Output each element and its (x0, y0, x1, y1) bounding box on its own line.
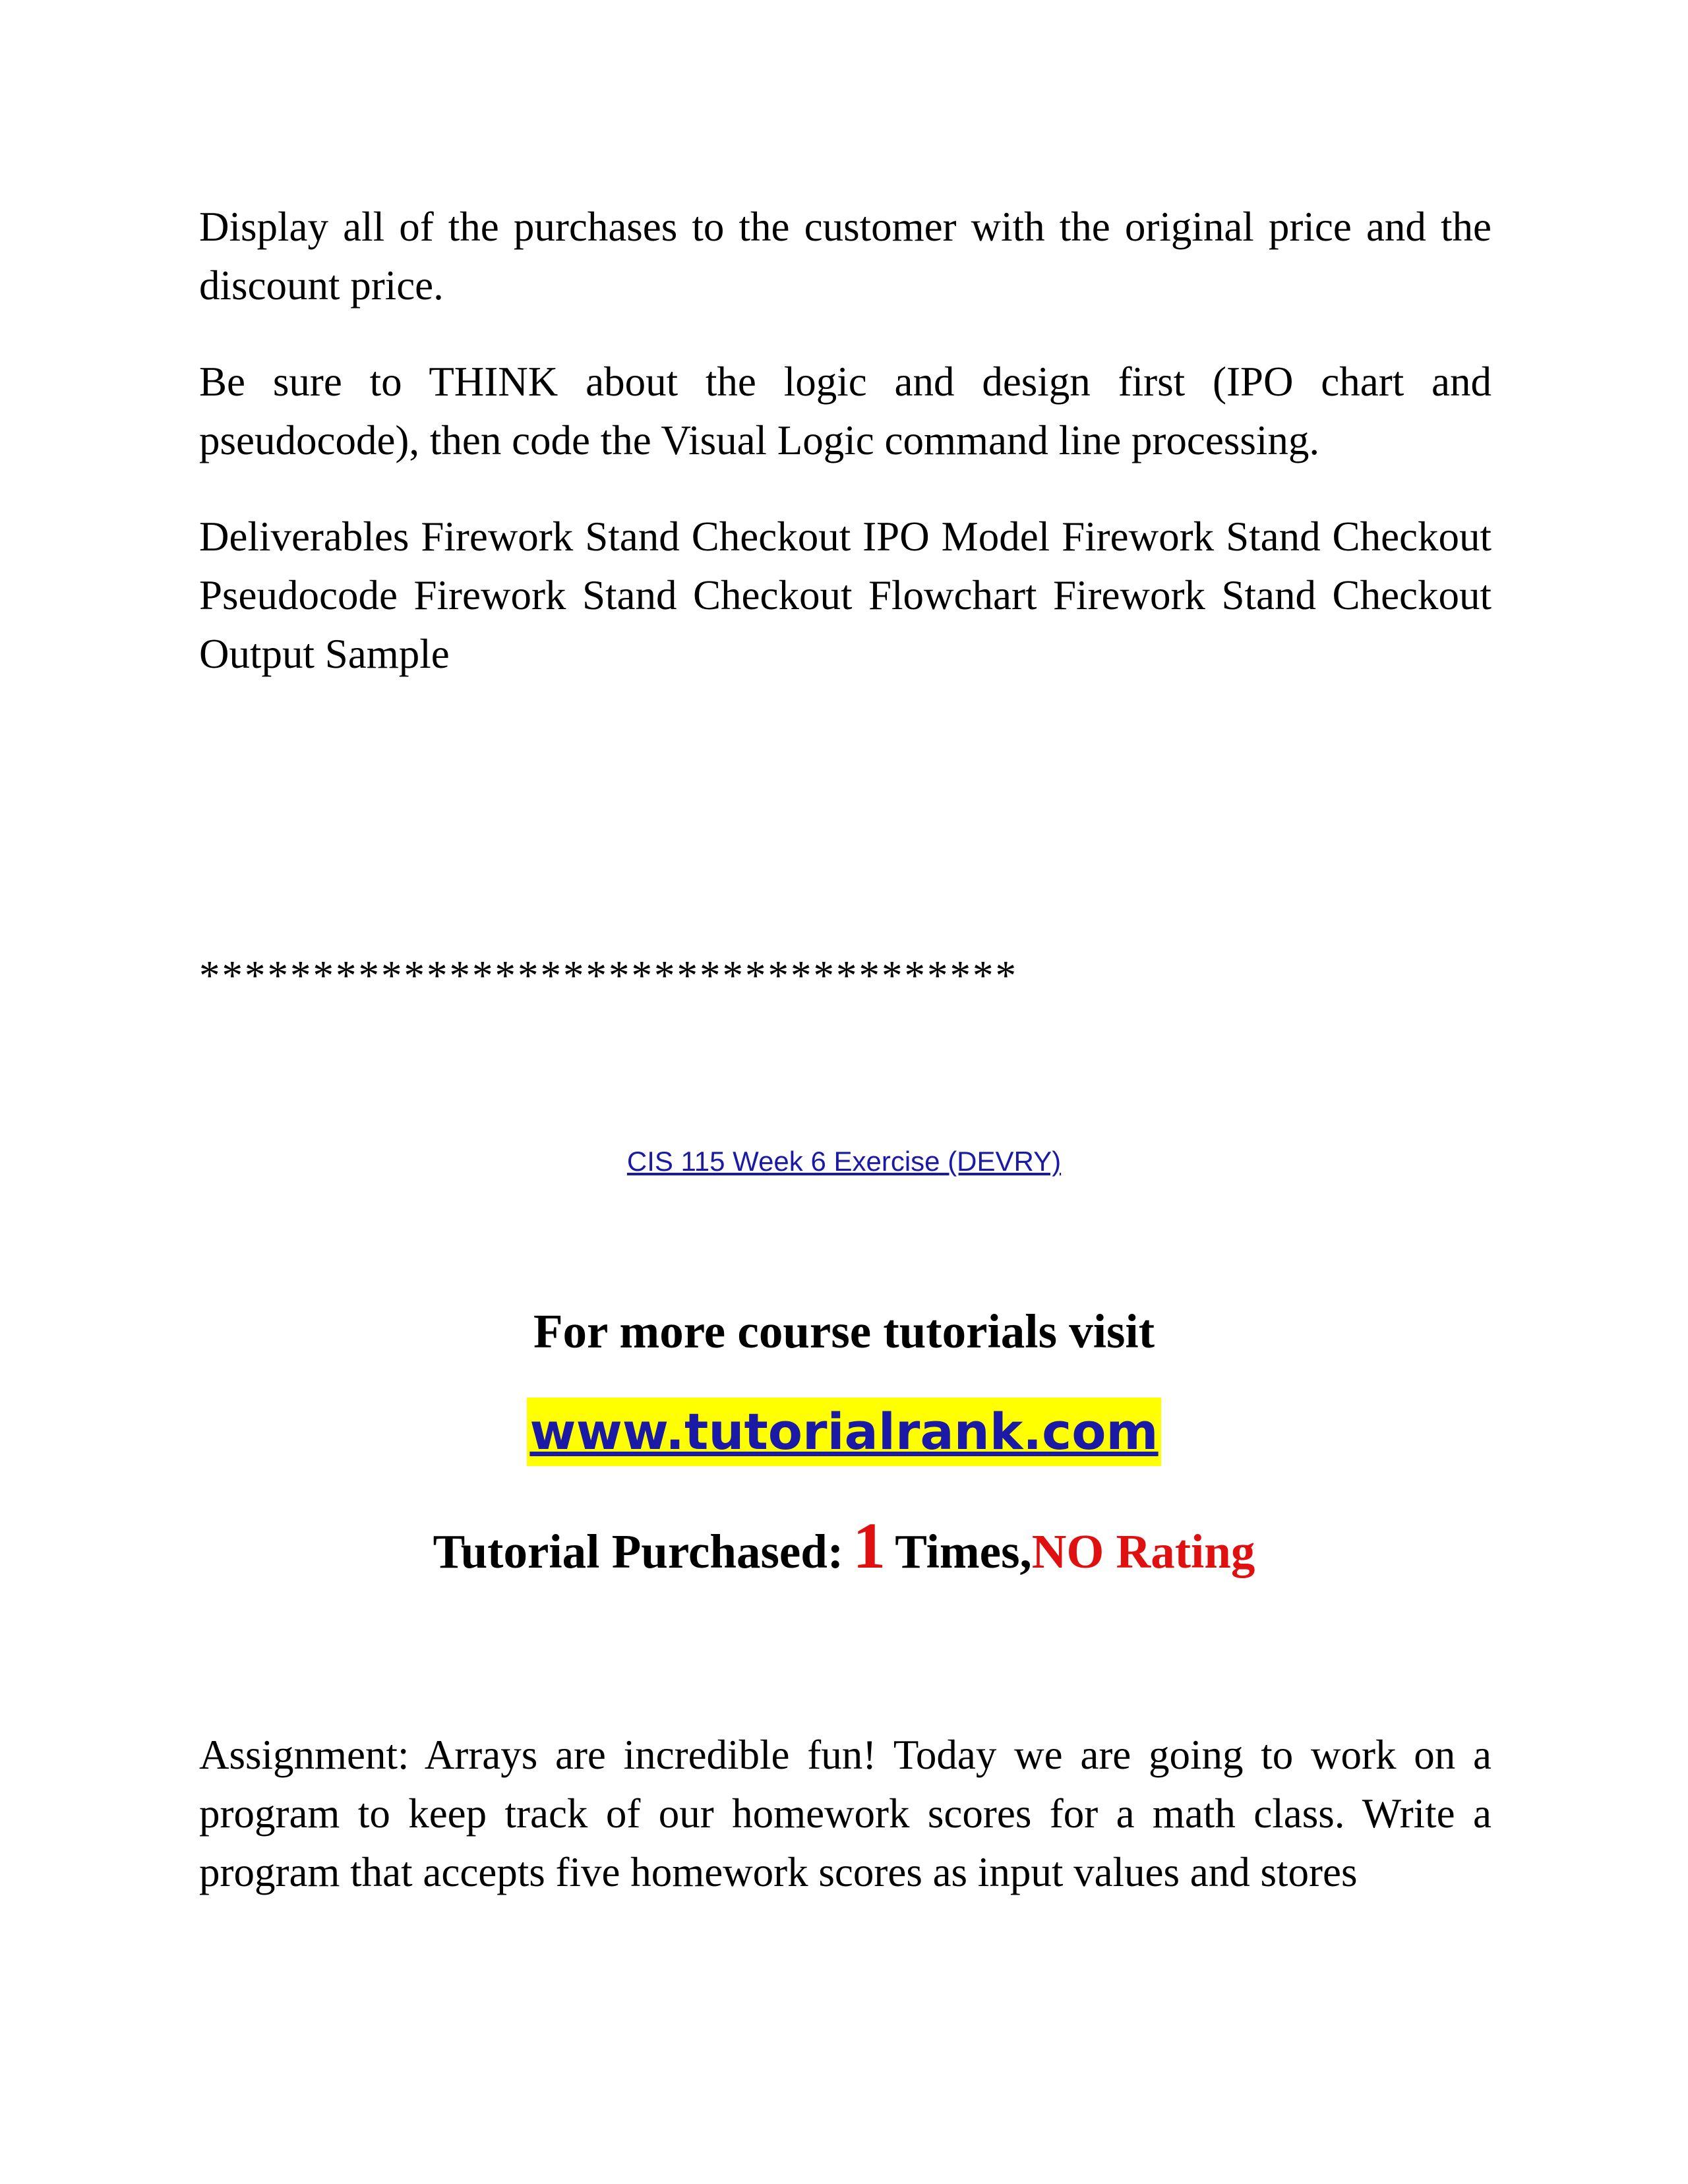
purchased-label: Tutorial Purchased: (433, 1525, 844, 1578)
paragraph-think-first: Be sure to THINK about the logic and design first (IPO chart and pseudocode), then code the Visual Logic command line processing. (199, 359, 1492, 463)
times-label: Times, (895, 1525, 1032, 1578)
paragraph-display-purchases: Display all of the purchases to the customer with the original price and the discount price. (199, 204, 1492, 309)
tutorialrank-link[interactable]: www.tutorialrank.com (527, 1398, 1160, 1466)
paragraph-assignment: Assignment: Arrays are incredible fun! Today we are going to work on a program to keep track of our homework scores for a math class. Write a program that accepts five homework scores as input values and stores (199, 1732, 1492, 1895)
visit-heading: For more course tutorials visit (533, 1305, 1155, 1358)
purchased-count: 1 (853, 1509, 886, 1582)
paragraph-deliverables: Deliverables Firework Stand Checkout IPO Model Firework Stand Checkout Pseudocode Firework Stand Checkout Flowchart Firework Stand Checkout Output Sample (199, 514, 1492, 677)
rating-status: NO Rating (1031, 1525, 1255, 1578)
course-link[interactable]: CIS 115 Week 6 Exercise (DEVRY) (626, 1146, 1062, 1177)
asterisk-separator: ************************************ (199, 953, 1018, 999)
purchase-info (0, 1510, 1688, 1588)
site-link-wrapper (0, 1398, 1688, 1466)
